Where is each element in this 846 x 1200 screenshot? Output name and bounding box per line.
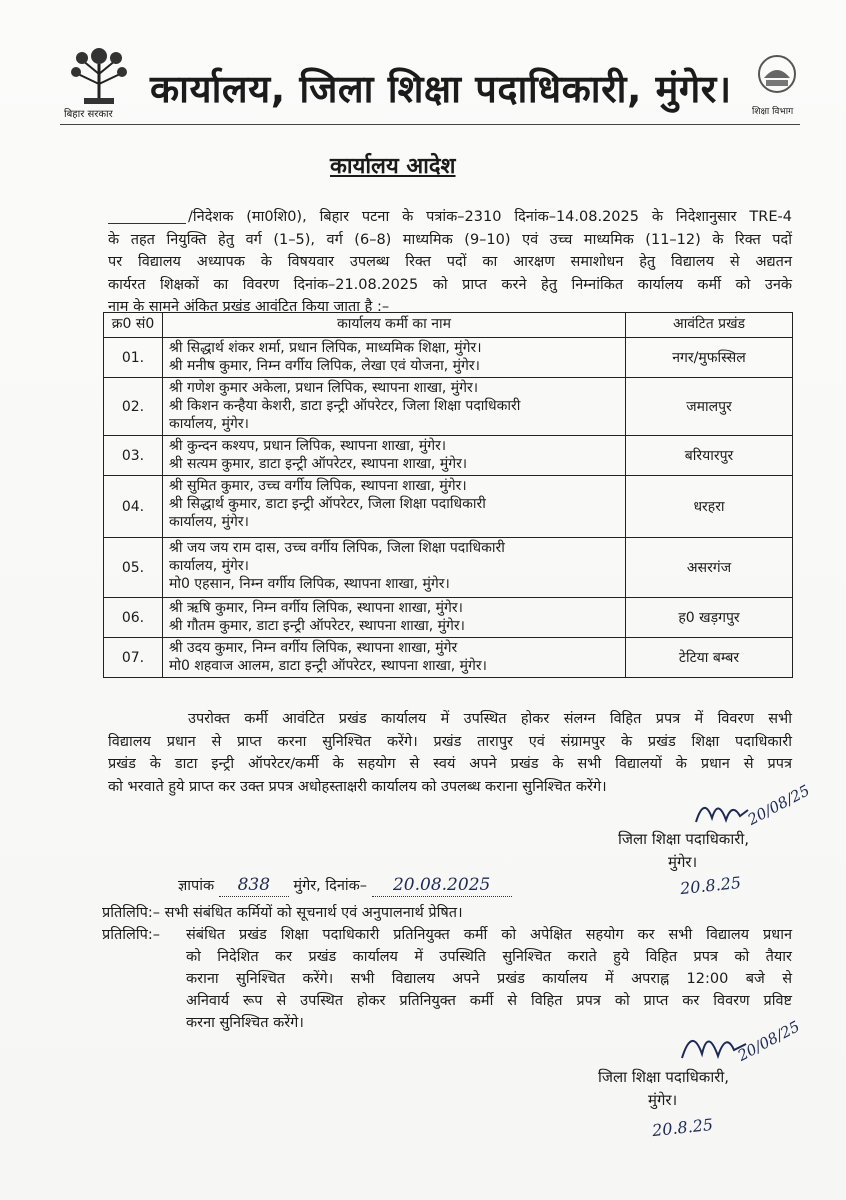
instruction-line: उपरोक्त कर्मी आवंटित प्रखंड कार्यालय में उपस्थित होकर संलग्न विहित प्रपत्र में विवरण सभी: [188, 711, 792, 727]
table-row: [104, 638, 793, 678]
row-sn: 01.: [104, 338, 163, 378]
col-header-name: कार्यालय कर्मी का नाम: [163, 313, 626, 338]
copy-label: प्रतिलिपि:–: [102, 905, 160, 921]
row-block: नगर/मुफस्सिल: [626, 338, 793, 378]
row-sn: 04.: [104, 476, 163, 538]
staff-name: श्री जय जय राम दास, उच्च वर्गीय लिपिक, जिला शिक्षा पदाधिकारी: [169, 540, 505, 556]
instruction-line: को भरवाते हुये प्राप्त कर उक्त प्रपत्र अधोहस्ताक्षरी कार्यालय को उपलब्ध कराना सुनिश्चित करेंगे।: [108, 778, 607, 795]
office-title: कार्यालय, जिला शिक्षा पदाधिकारी, मुंगेर।: [150, 67, 732, 111]
intro-line: नाम के सामने अंकित प्रखंड आवंटित किया जाता है :–: [108, 299, 390, 315]
staff-name: कार्यालय, मुंगेर।: [169, 514, 249, 530]
row-names: [163, 436, 626, 476]
table-header-row: [104, 313, 793, 338]
copy-1: [102, 902, 463, 924]
bihar-govt-logo: [64, 44, 134, 106]
table-row: [104, 338, 793, 378]
row-block: जमालपुर: [626, 378, 793, 436]
instruction-paragraph: [108, 708, 792, 798]
signatory-designation: जिला शिक्षा पदाधिकारी,: [598, 1068, 730, 1086]
row-sn: 05.: [104, 538, 163, 598]
signature-date: 20/08/25: [744, 781, 813, 829]
staff-name: श्री सिद्धार्थ शंकर शर्मा, प्रधान लिपिक, माध्यमिक शिक्षा, मुंगेर।: [169, 340, 482, 356]
row-names: [163, 538, 626, 598]
staff-name: मो0 शहवाज आलम, डाटा इन्ट्री ऑपरेटर, स्थापना शाखा, मुंगेर।: [169, 658, 487, 674]
copy-line: अनिवार्य रूप से उपस्थित होकर प्रतिनियुक्त कर्मी से विहित प्रपत्र को प्राप्त कर विवरण प्रविष्ट: [186, 993, 792, 1009]
row-names: [163, 378, 626, 436]
intro-paragraph: [108, 206, 792, 319]
memo-label: ज्ञापांक: [178, 878, 215, 894]
table-row: [104, 476, 793, 538]
staff-name: श्री ऋषि कुमार, निम्न वर्गीय लिपिक, स्थापना शाखा, मुंगेर।: [169, 600, 463, 616]
staff-name: श्री कुन्दन कश्यप, प्रधान लिपिक, स्थापना शाखा, मुंगेर।: [169, 438, 447, 454]
table-row: [104, 538, 793, 598]
staff-name: कार्यालय, मुंगेर।: [169, 558, 249, 574]
staff-name: श्री सुमित कुमार, उच्च वर्गीय लिपिक, स्थापना शाखा, मुंगेर।: [169, 478, 467, 494]
row-block: असरगंज: [626, 538, 793, 598]
staff-name: श्री सिद्धार्थ कुमार, डाटा इन्ट्री ऑपरेटर, जिला शिक्षा पदाधिकारी: [169, 496, 486, 512]
row-names: [163, 598, 626, 638]
copy-2-label: प्रतिलिपि:–: [102, 927, 160, 943]
row-block: टेटिया बम्बर: [626, 638, 793, 678]
memo-date: 20.08.2025: [372, 874, 512, 897]
col-header-sn: क्र0 सं0: [104, 313, 163, 338]
staff-name: श्री सत्यम कुमार, डाटा इन्ट्री ऑपरेटर, स्थापना शाखा, मुंगेर।: [169, 456, 468, 472]
row-sn: 02.: [104, 378, 163, 436]
copy-line: संबंधित प्रखंड शिक्षा पदाधिकारी प्रतिनियुक्त कर्मी को अपेक्षित सहयोग कर सभी विद्यालय प्रधान: [186, 927, 792, 943]
signatory-place: मुंगेर।: [648, 1091, 678, 1109]
staff-name: श्री गणेश कुमार अकेला, प्रधान लिपिक, स्थापना शाखा, मुंगेर।: [169, 380, 479, 396]
signatory-designation: जिला शिक्षा पदाधिकारी,: [618, 830, 750, 848]
intro-line: /निदेशक (मा0शि0), बिहार पटना के पत्रांक–2310 दिनांक–14.08.2025 के निदेशानुसार TRE-4: [188, 209, 792, 225]
instruction-line: प्रखंड के डाटा इन्ट्री ऑपरेटर/कर्मी के सहयोग से स्वयं अपने प्रखंड के सभी विद्यालयों के प्रधान से प्रपत्र: [108, 756, 792, 772]
memo-place: मुंगेर, दिनांक–: [293, 878, 368, 894]
row-sn: 07.: [104, 638, 163, 678]
row-sn: 06.: [104, 598, 163, 638]
instruction-line: विद्यालय प्रधान से प्राप्त करना सुनिश्चित करेंगे। प्रखंड तारापुर एवं संग्रामपुर के प्रखंड शिक्षा पदाधिकारी: [108, 733, 792, 750]
row-block: ह0 खड़गपुर: [626, 598, 793, 638]
table-row: [104, 436, 793, 476]
row-block: धरहरा: [626, 476, 793, 538]
staff-name: श्री किशन कन्हैया केशरी, डाटा इन्ट्री ऑपरेटर, जिला शिक्षा पदाधिकारी: [169, 398, 521, 414]
intro-line: कार्यरत शिक्षकों का विवरण दिनांक–21.08.2025 को प्राप्त करने हेतु निम्नांकित कार्यालय कर्मी को उनके: [108, 276, 792, 293]
initial-date: 20.8.25: [651, 1114, 714, 1141]
row-names: [163, 476, 626, 538]
memo-number: 838: [219, 874, 289, 897]
copy-text: सभी संबंधित कर्मियों को सूचनार्थ एवं अनुपालनार्थ प्रेषित।: [164, 905, 463, 921]
initial-date: 20.8.25: [679, 872, 742, 899]
staff-name: कार्यालय, मुंगेर।: [169, 416, 249, 432]
allocation-table: [103, 312, 793, 678]
copy-line: कराना सुनिश्चित करेंगे। सभी विद्यालय अपने प्रखंड कार्यालय में अपराह्न 12:00 बजे से: [186, 971, 792, 987]
copy-line: को निदेशित कर प्रखंड कार्यालय में उपस्थिति सुनिश्चित कराते हुये विहित प्रपत्र को तैयार: [186, 949, 792, 965]
intro-line: के तहत नियुक्ति हेतु वर्ग (1–5), वर्ग (6–8) माध्यमिक (9–10) एवं उच्च माध्यमिक (11–12) के रिक्त पदों: [108, 231, 792, 248]
order-title: कार्यालय आदेश: [330, 154, 456, 179]
staff-name: श्री गौतम कुमार, डाटा इन्ट्री ऑपरेटर, स्थापना शाखा, मुंगेर।: [169, 618, 465, 634]
col-header-block: आवंटित प्रखंड: [626, 313, 793, 338]
education-dept-logo: [748, 52, 806, 104]
table-row: [104, 598, 793, 638]
right-logo-caption: शिक्षा विभाग: [752, 107, 794, 117]
row-sn: 03.: [104, 436, 163, 476]
table-row: [104, 378, 793, 436]
staff-name: मो0 एहसान, निम्न वर्गीय लिपिक, स्थापना शाखा, मुंगेर।: [169, 576, 450, 592]
intro-line: पर विद्यालय अध्यापक के विषयवार उपलब्ध रिक्त पदों का आरक्षण समाशोधन हेतु विद्यालय से अद्यतन: [108, 254, 792, 270]
header-rule: [60, 124, 800, 125]
memo-line: [178, 874, 512, 897]
row-names: [163, 638, 626, 678]
logo-caption: बिहार सरकार: [64, 109, 113, 120]
staff-name: श्री मनीष कुमार, निम्न वर्गीय लिपिक, लेखा एवं योजना, मुंगेर।: [169, 358, 480, 374]
signatory-place: मुंगेर।: [668, 853, 698, 871]
row-block: बरियारपुर: [626, 436, 793, 476]
copy-line: करना सुनिश्चित करेंगे।: [186, 1015, 304, 1031]
staff-name: श्री उदय कुमार, निम्न वर्गीय लिपिक, स्थापना शाखा, मुंगेर: [169, 640, 458, 656]
signature-date: 20/08/25: [734, 1017, 803, 1065]
row-names: [163, 338, 626, 378]
